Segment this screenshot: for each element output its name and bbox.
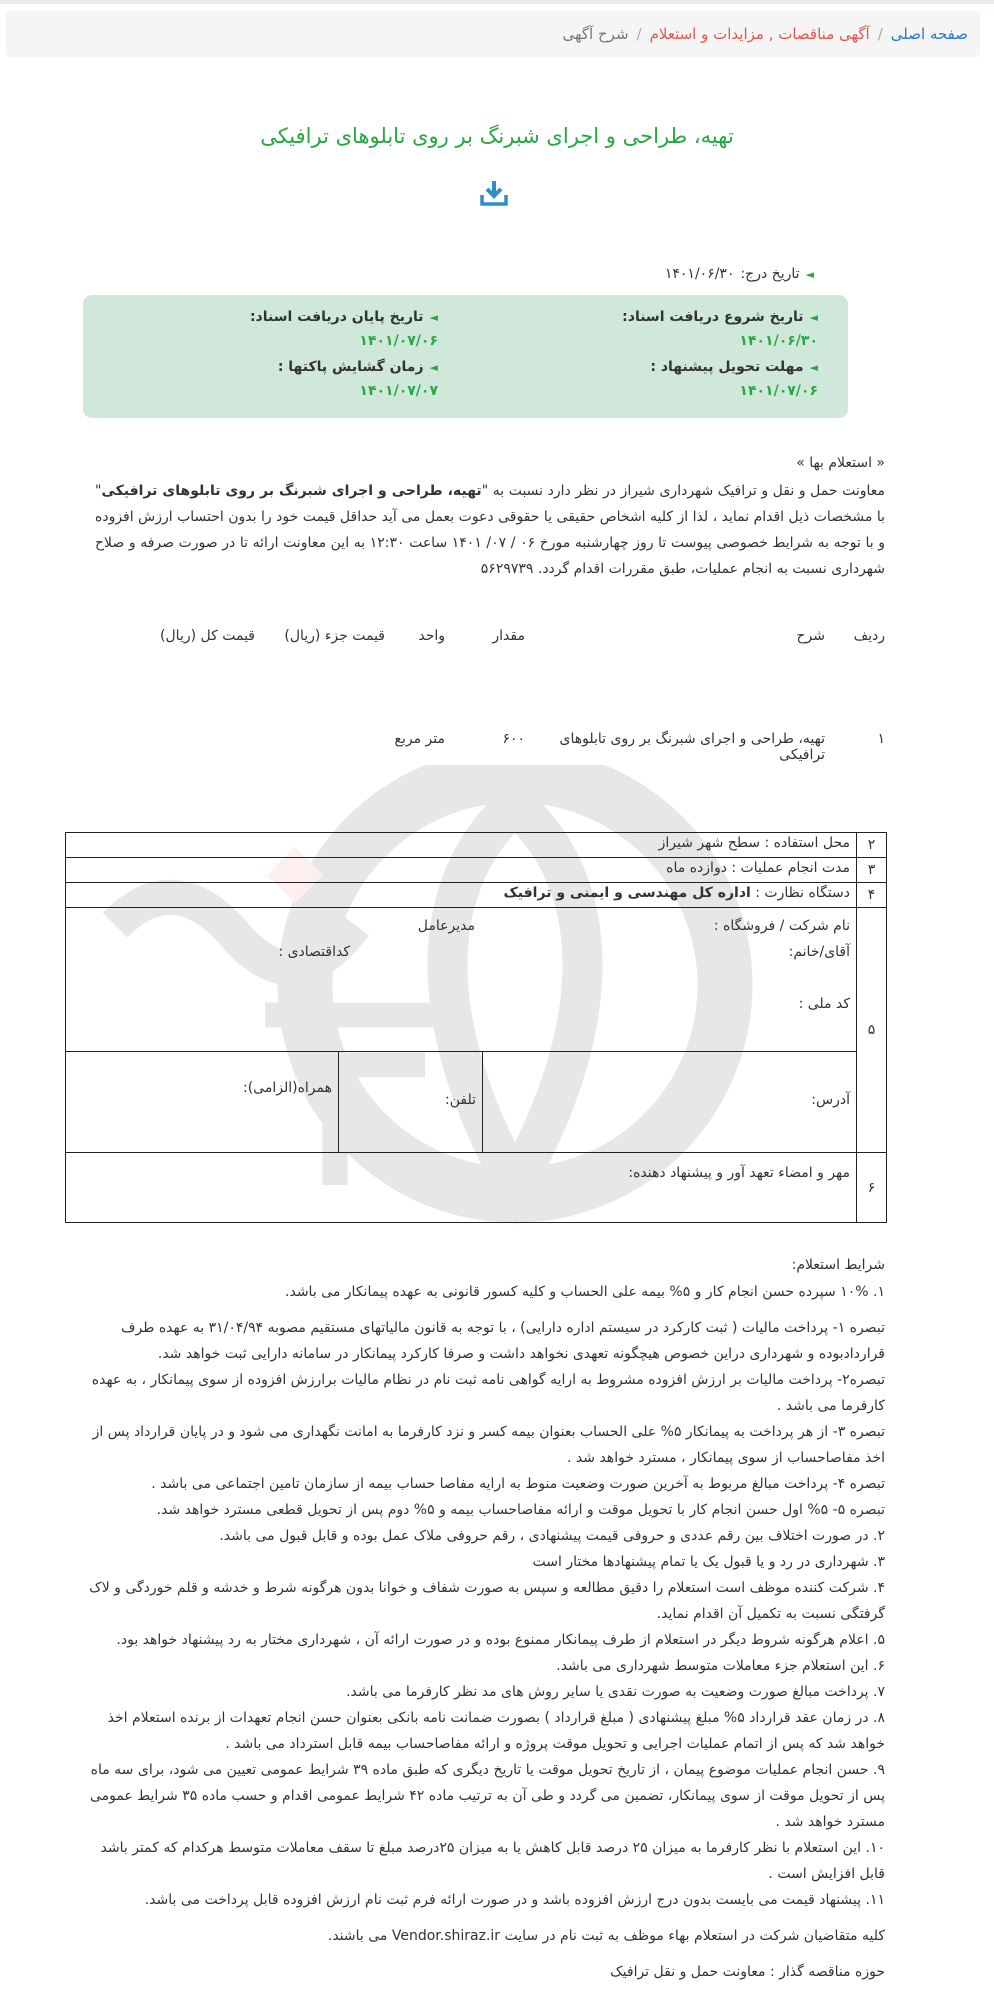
doc-end-label: تاریخ پایان دریافت اسناد: xyxy=(249,309,424,325)
row-number: ۵ xyxy=(857,908,887,1153)
company-info-cell xyxy=(66,908,857,1153)
condition-item: ۱۰. این استعلام با نظر کارفرما به میزان ۲۵ درصد قابل کاهش یا به میزان ۲۵درصد مبلغ تا سقف معاملات متوسط هرکدام که کمتر باشد قابل افزایش است . xyxy=(100,1840,885,1882)
breadcrumb-home-link[interactable]: صفحه اصلی xyxy=(890,25,968,43)
triangle-icon: ◄ xyxy=(805,267,814,281)
row-number: ۴ xyxy=(857,883,887,908)
address-field[interactable] xyxy=(482,1052,856,1152)
condition-item: ۹. حسن انجام عملیات موضوع پیمان ، از تاریخ تحویل موقت یا تاریخ دیگری که طبق ماده ۳۹ شرایط عمومی تعیین می شود، برای سه ماه پس از تحویل موقت از سوی پیمانکار، تضمین می گردد و طی آن به ترتیب ماده ۴۲ شرایط عمومی اقدام و حسب ماده ۳۵ شرایط عمومی مسترد خواهد شد . xyxy=(89,1762,885,1830)
contact-section xyxy=(66,1052,856,1152)
breadcrumb-separator: / xyxy=(877,25,883,43)
condition-item: ۸. در زمان عقد قرارداد ۵% مبلغ پیشنهادی ( مبلغ قرارداد ) بصورت ضمانت نامه بانکی بعنوان حسن انجام تعهدات از برنده استعلام اخذ خواهد شد که پس از اتمام عملیات اجرایی و تحویل موقت پروژه و ارائه مفاصاحساب بیمه قابل استرداد می باشد . xyxy=(107,1710,885,1752)
condition-note: تبصره ۱- پرداخت مالیات ( ثبت کارکرد در سیستم اداره دارایی) ، با توجه به قانون مالیاتهای مستقیم مصوبه ۳۱/۰۴/۹۴ به عهده طرف قراردادبوده و شهرداری دراین خصوص هیچگونه تعهدی نخواهد داشت و صرفا کارکرد پیمانکار در سامانه دارایی ثبت خواهد شد. xyxy=(121,1320,885,1362)
conditions-heading: شرایط استعلام: xyxy=(791,1257,885,1273)
row-total xyxy=(105,731,255,763)
row-description: تهیه، طراحی و اجرای شبرنگ بر روی تابلوهای ترافیکی xyxy=(559,731,825,763)
breadcrumb-current: شرح آگهی xyxy=(562,25,629,43)
address-label: آدرس: xyxy=(811,1092,850,1108)
supervisor-name: اداره کل مهندسی و ایمنی و ترافیک xyxy=(503,885,751,901)
econ-code-label: کداقتصادی : xyxy=(278,944,350,960)
top-border xyxy=(0,0,994,4)
doc-start xyxy=(622,309,818,349)
phone-label: تلفن: xyxy=(445,1092,476,1108)
page-title: تهیه، طراحی و اجرای شبرنگ بر روی تابلوهای ترافیکی xyxy=(260,124,734,148)
items-header xyxy=(95,628,885,644)
condition-item: ۴. شرکت کننده موظف است استعلام را دقیق مطالعه و سپس به صورت شفاف و خوانا بدون هرگونه شرط و خدشه و قلم خوردگی و لاک گرفتگی نسبت به تکمیل آن اقدام نماید. xyxy=(89,1580,885,1622)
row-quantity: ۶۰۰ xyxy=(502,731,525,747)
registration-form-table xyxy=(65,832,887,1223)
mobile-label: همراه(الزامی): xyxy=(242,1080,332,1096)
posted-date xyxy=(665,266,814,282)
col-header: قیمت جزء (ریال) xyxy=(284,628,385,644)
supervisor-label: دستگاه نظارت : xyxy=(750,885,850,901)
row-index: ۱ xyxy=(877,731,885,747)
opening-time xyxy=(278,359,438,399)
doc-start-label: تاریخ شروع دریافت اسناد: xyxy=(622,309,804,325)
condition-item: ۳. شهرداری در رد و یا قبول یک یا تمام پیشنهادها مختار است xyxy=(532,1554,885,1570)
offer-deadline xyxy=(650,359,818,399)
manager-label: مدیرعامل xyxy=(417,918,475,934)
row-number: ۶ xyxy=(857,1153,887,1223)
company-section xyxy=(66,908,856,1052)
doc-end-value: ۱۴۰۱/۰۷/۰۶ xyxy=(359,333,438,349)
duration: مدت انجام عملیات : دوازده ماه xyxy=(66,858,857,883)
condition-note: تبصره ۵- ۵% اول حسن انجام کار با تحویل موقت و ارائه مفاصاحساب بیمه و ۵% دوم پس از تحویل قطعی مسترد خواهد شد. xyxy=(156,1502,885,1518)
offer-deadline-value: ۱۴۰۱/۰۷/۰۶ xyxy=(739,383,818,399)
usage-location: محل استفاده : سطح شهر شیراز xyxy=(66,833,857,858)
row-number: ۲ xyxy=(857,833,887,858)
opening-label: زمان گشایش پاکتها : xyxy=(277,359,424,375)
row-number: ۳ xyxy=(857,858,887,883)
estelam-heading: « استعلام بها » xyxy=(796,455,885,471)
col-header: ردیف xyxy=(853,628,885,644)
breadcrumb-category-link[interactable]: آگهی مناقصات , مزایدات و استعلام xyxy=(649,25,870,43)
download-icon[interactable] xyxy=(478,178,510,208)
dates-box xyxy=(83,295,848,418)
condition-item: ۱. ۱۰% سپرده حسن انجام کار و ۵% بیمه علی الحساب و کلیه کسور قانونی به عهده پیمانکار می باشد. xyxy=(285,1284,885,1300)
supervisor xyxy=(66,883,857,908)
condition-note: تبصره ۴- پرداخت مبالغ مربوط به آخرین صورت وضعیت منوط به ارایه مفاصا حساب بیمه از سازمان تامین اجتماعی می باشد . xyxy=(151,1476,885,1492)
doc-start-value: ۱۴۰۱/۰۶/۳۰ xyxy=(739,333,818,349)
doc-end xyxy=(250,309,438,349)
seal-signature: مهر و امضاء تعهد آور و پیشنهاد دهنده: xyxy=(66,1153,857,1223)
phone-field[interactable] xyxy=(338,1052,482,1152)
triangle-icon: ◄ xyxy=(429,310,438,324)
triangle-icon: ◄ xyxy=(809,360,818,374)
company-label: نام شرکت / فروشگاه : xyxy=(713,918,850,934)
vendor-notice: کلیه متقاضیان شرکت در استعلام بهاء موظف به ثبت نام در سایت Vendor.shiraz.ir می باشند. xyxy=(327,1928,885,1944)
table-row xyxy=(95,731,885,763)
mobile-field[interactable] xyxy=(66,1052,338,1152)
posted-label: تاریخ درج: xyxy=(740,266,800,282)
intro-text-b: " با مشخصات ذیل اقدام نماید ، لذا از کلیه اشخاص حقیقی یا حقوقی دعوت بعمل می آید حداقل قیمت خود را بدون احتساب ارزش افزوده و با توجه به شرایط خصوصی پیوست تا روز چهارشنبه مورخ ۰۶ / ۰۷/ ۱۴۰۱ ساعت ۱۲:۳۰ به این معاونت ارائه تا در صورت صرفه و صلاح شهرداری نسبت به انجام عملیات، طبق مقررات اقدام گردد. ۵۶۲۹۷۳۹ xyxy=(95,483,886,577)
intro-text-a: معاونت حمل و نقل و ترافیک شهرداری شیراز در نظر دارد نسبت به " xyxy=(481,483,886,499)
condition-item: ۵. اعلام هرگونه شروط دیگر در استعلام از طرف پیمانکار ممنوع بوده و در صورت ارائه آن ، شهرداری مختار به رد پیشنهاد خواهد بود. xyxy=(116,1632,885,1648)
col-header: واحد xyxy=(418,628,445,644)
row-unit: متر مربع xyxy=(394,731,445,747)
col-header: قیمت کل (ریال) xyxy=(160,628,255,644)
condition-note: تبصره۲- پرداخت مالیات بر ارزش افزوده مشروط به ارایه گواهی نامه ثبت نام در نظام مالیات برارزش افزوده از سوی پیمانکار ، به عهده کارفرما می باشد . xyxy=(91,1372,885,1414)
condition-item: ۶. این استعلام جزء معاملات متوسط شهرداری می باشد. xyxy=(556,1658,885,1674)
condition-item: ۲. در صورت اختلاف بین رقم عددی و حروفی قیمت پیشنهادی ، رقم حروفی ملاک عمل بوده و قابل قبول می باشد. xyxy=(219,1528,885,1544)
row-unit-price xyxy=(255,731,385,763)
intro-bold: تهیه، طراحی و اجرای شبرنگ بر روی تابلوهای ترافیکی xyxy=(101,483,482,499)
breadcrumb-separator: / xyxy=(636,25,642,43)
col-header: مقدار xyxy=(492,628,525,644)
offer-deadline-label: مهلت تحویل پیشنهاد : xyxy=(650,359,804,375)
condition-item: ۱۱. پیشنهاد قیمت می بایست بدون درج ارزش افزوده باشد و در صورت ارائه فرم ثبت نام ارزش افزوده قابل پرداخت می باشد. xyxy=(144,1892,885,1908)
national-code-label: کد ملی : xyxy=(798,996,850,1012)
triangle-icon: ◄ xyxy=(809,310,818,324)
opening-value: ۱۴۰۱/۰۷/۰۷ xyxy=(359,383,438,399)
condition-item: ۷. پرداخت مبالغ صورت وضعیت به صورت نقدی یا سایر روش های مد نظر کارفرما می باشد. xyxy=(346,1684,885,1700)
col-header: شرح xyxy=(796,628,825,644)
mr-label: آقای/خانم: xyxy=(788,944,850,960)
breadcrumb xyxy=(6,11,980,57)
triangle-icon: ◄ xyxy=(429,360,438,374)
tender-area: حوزه مناقصه گذار : معاونت حمل و نقل ترافیک xyxy=(610,1964,885,1980)
posted-value: ۱۴۰۱/۰۶/۳۰ xyxy=(664,266,735,282)
condition-note: تبصره ۳- از هر پرداخت به پیمانکار ۵% علی الحساب بعنوان بیمه کسر و نزد کارفرما به امانت نگهداری می شود و در پایان قرارداد پس از اخذ مفاصاحساب از سوی پیمانکار ، مسترد خواهد شد . xyxy=(92,1424,885,1466)
conditions-list xyxy=(85,1279,885,1985)
intro-paragraph xyxy=(95,478,885,582)
